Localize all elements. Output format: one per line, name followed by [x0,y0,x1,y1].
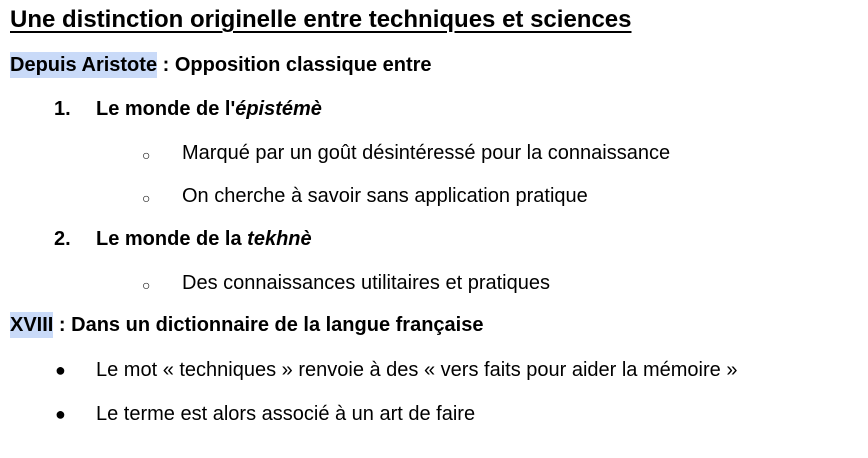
list-item-text [96,98,322,121]
sub-item-text: Des connaissances utilitaires et pratiques [182,272,550,294]
highlighted-label: Depuis Aristote [10,54,158,76]
list-number: 2. [54,228,71,250]
sub-item-text: Marqué par un goût désintéressé pour la connaissance [182,142,671,164]
hollow-bullet-icon: ○ [142,277,151,293]
item-text-plain: Le monde de l' [96,98,236,120]
hollow-bullet-icon: ○ [142,147,151,163]
bullet-item-text: Le mot « techniques » renvoie à des « vers faits pour aider la mémoire » [96,359,738,381]
document-title: Une distinction originelle entre techniques et sciences [10,6,632,33]
list-number: 1. [54,98,71,120]
heading-rest: : Opposition classique entre [157,54,432,76]
highlighted-label: XVIII [10,314,54,336]
filled-bullet-icon: ● [55,360,66,380]
sub-item-text: On cherche à savoir sans application pratique [182,185,588,207]
bullet-item-text: Le terme est alors associé à un art de faire [96,403,476,425]
section-heading-xviii [10,314,483,337]
item-text-italic: épistémè [235,98,322,120]
hollow-bullet-icon: ○ [142,190,151,206]
heading-rest: : Dans un dictionnaire de la langue française [53,314,484,336]
list-item-text [96,228,312,251]
filled-bullet-icon: ● [55,404,66,424]
item-text-plain: Le monde de la [96,228,248,250]
section-heading-aristote [10,54,432,77]
item-text-italic: tekhnè [247,228,312,250]
